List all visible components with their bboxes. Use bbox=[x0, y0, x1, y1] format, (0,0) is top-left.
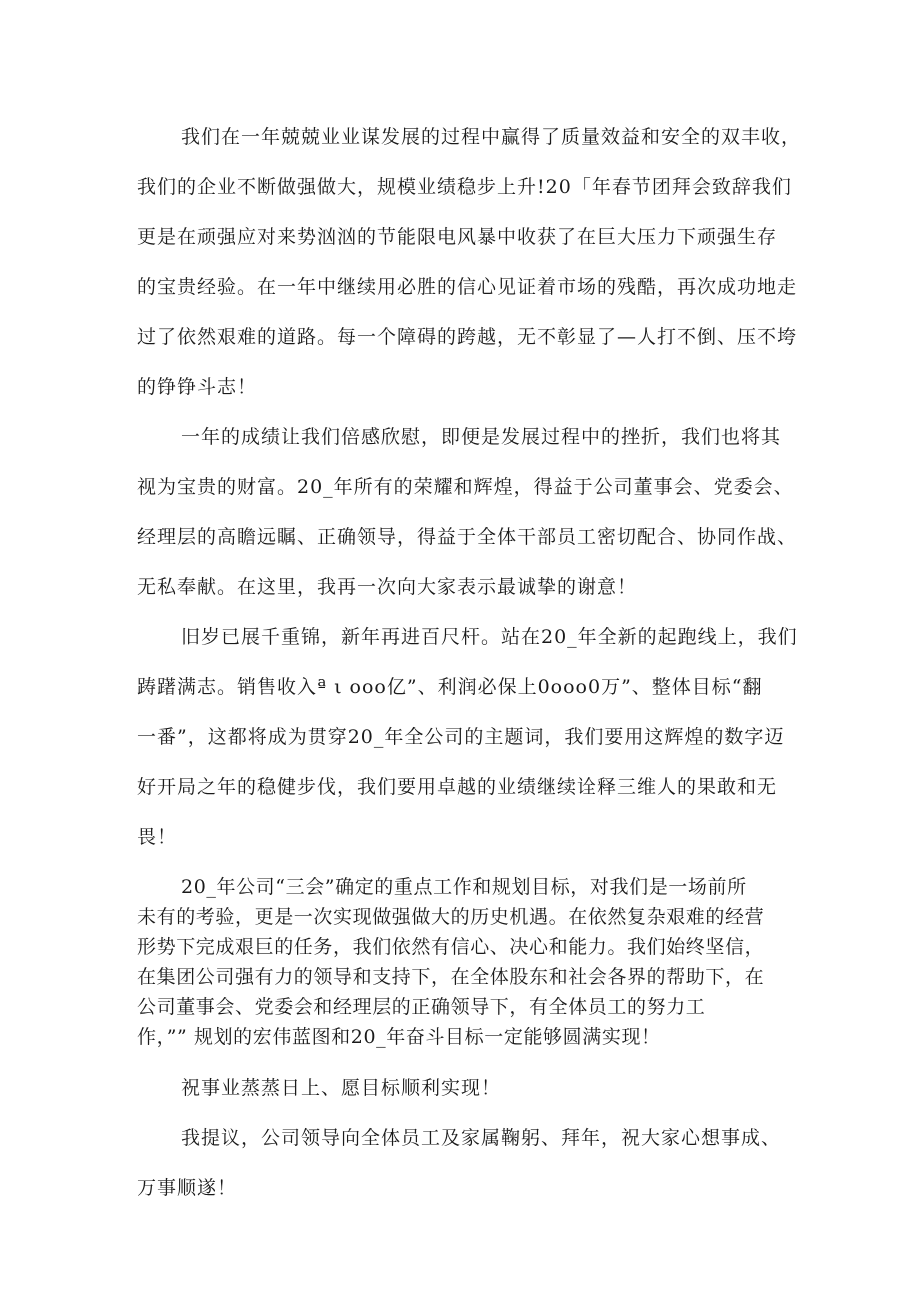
paragraph-line: 经理层的高瞻远瞩、正确领导，得益于全体干部员工密切配合、协同作战、 bbox=[137, 526, 798, 548]
paragraph-line: 一番”，这都将成为贯穿20_年全公司的主题词，我们要用这辉煌的数字迈 bbox=[137, 726, 785, 748]
paragraph-line: 公司董事会、党委会和经理层的正确领导下，有全体员工的努力工 bbox=[137, 996, 706, 1018]
paragraph-line: 的铮铮斗志！ bbox=[137, 376, 258, 398]
paragraph-line: 一年的成绩让我们倍感欣慰，即便是发展过程中的挫折，我们也将其 bbox=[181, 426, 782, 448]
paragraph-line: 祝事业蒸蒸日上、愿目标顺利实现！ bbox=[181, 1077, 502, 1099]
paragraph-line: 我们在一年兢兢业业谋发展的过程中赢得了质量效益和安全的双丰收， bbox=[181, 126, 802, 148]
paragraph-line: 好开局之年的稳健步伐，我们要用卓越的业绩继续诠释三维人的果敢和无 bbox=[137, 776, 778, 798]
paragraph-line: 我们的企业不断做强做大，规模业绩稳步上升!20「年春节团拜会致辞我们 bbox=[137, 176, 792, 198]
paragraph-line: 万事顺遂！ bbox=[137, 1177, 238, 1199]
paragraph-line: 无私奉献。在这里，我再一次向大家表示最诚挚的谢意！ bbox=[137, 576, 638, 598]
paragraph-line: 的宝贵经验。在一年中继续用必胜的信心见证着市场的残酷，再次成功地走 bbox=[137, 276, 798, 298]
paragraph-line: 作，”” 规划的宏伟蓝图和20_年奋斗目标一定能够圆满实现！ bbox=[137, 1026, 661, 1048]
paragraph-line: 形势下完成艰巨的任务，我们依然有信心、决心和能力。我们始终坚信， bbox=[137, 936, 765, 958]
paragraph-line: 我提议，公司领导向全体员工及家属鞠躬、拜年，祝大家心想事成、 bbox=[181, 1127, 782, 1149]
paragraph-line: 过了依然艰难的道路。每一个障碍的跨越，无不彰显了—人打不倒、压不垮 bbox=[137, 326, 798, 348]
paragraph-line: 踌躇满志。销售收入ª ι ooo亿”、利润必保上0ooo0万”、整体目标“翻 bbox=[137, 676, 763, 698]
paragraph-line: 20_年公司“三会”确定的重点工作和规划目标，对我们是一场前所 bbox=[181, 876, 747, 898]
paragraph-line: 更是在顽强应对来势汹汹的节能限电风暴中收获了在巨大压力下顽强生存 bbox=[137, 226, 778, 248]
paragraph-line: 在集团公司强有力的领导和支持下，在全体股东和社会各界的帮助下，在 bbox=[137, 966, 765, 988]
paragraph-line: 旧岁已展千重锦，新年再进百尺杆。站在20_年全新的起跑线上，我们 bbox=[181, 626, 798, 648]
paragraph-line: 未有的考验，更是一次实现做强做大的历史机遇。在依然复杂艰难的经营 bbox=[137, 906, 765, 928]
paragraph-line: 视为宝贵的财富。20_年所有的荣耀和辉煌，得益于公司董事会、党委会、 bbox=[137, 476, 794, 498]
paragraph-line: 畏！ bbox=[137, 826, 178, 848]
